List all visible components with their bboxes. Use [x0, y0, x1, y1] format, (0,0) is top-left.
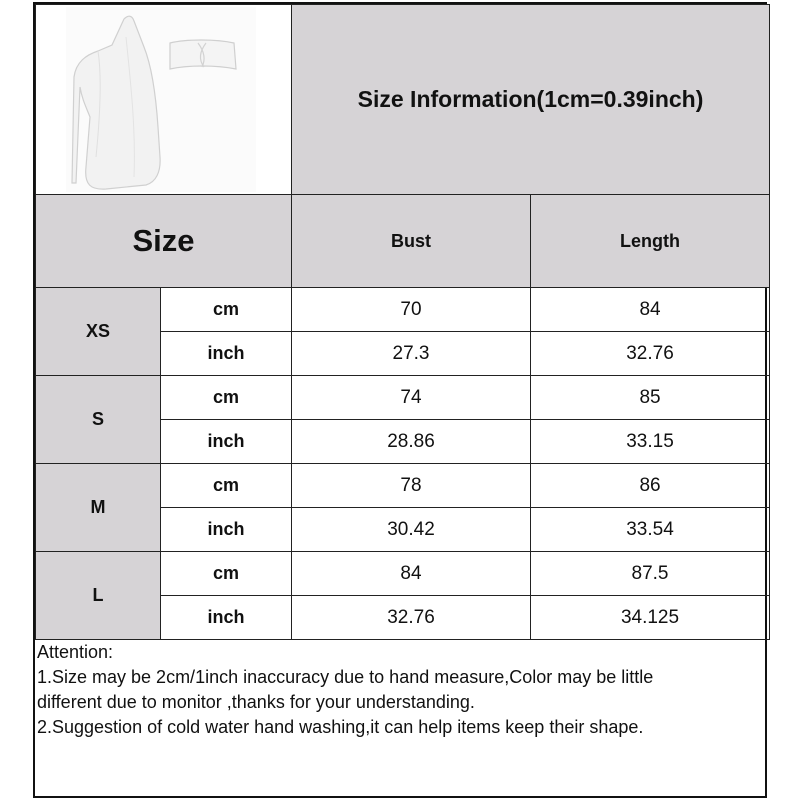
size-column-header: Size: [36, 195, 292, 288]
length-value: 33.54: [531, 508, 770, 552]
note-line-2: 2.Suggestion of cold water hand washing,it can help items keep their shape.: [37, 717, 644, 737]
bust-value: 78: [292, 464, 531, 508]
size-label: L: [36, 552, 161, 640]
length-column-header: Length: [531, 195, 770, 288]
bust-value: 27.3: [292, 332, 531, 376]
note-line-1b: different due to monitor ,thanks for your understanding.: [37, 692, 475, 712]
length-value: 34.125: [531, 596, 770, 640]
size-label: S: [36, 376, 161, 464]
length-value: 84: [531, 288, 770, 332]
unit-label: inch: [161, 332, 292, 376]
size-table: [35, 4, 770, 640]
bust-value: 28.86: [292, 420, 531, 464]
unit-label: cm: [161, 464, 292, 508]
size-label: XS: [36, 288, 161, 376]
unit-label: inch: [161, 508, 292, 552]
size-chart-sheet: [33, 2, 767, 798]
unit-label: cm: [161, 552, 292, 596]
attention-heading: Attention:: [37, 642, 114, 662]
product-photo-cell: [36, 5, 292, 195]
length-value: 86: [531, 464, 770, 508]
unit-label: inch: [161, 420, 292, 464]
unit-label: cm: [161, 288, 292, 332]
size-info-title: Size Information(1cm=0.39inch): [292, 5, 770, 195]
unit-label: inch: [161, 596, 292, 640]
size-label: M: [36, 464, 161, 552]
bust-value: 84: [292, 552, 531, 596]
table-row: [36, 288, 770, 332]
product-photo: [66, 7, 256, 192]
bust-value: 74: [292, 376, 531, 420]
length-value: 85: [531, 376, 770, 420]
product-image-icon: [66, 7, 256, 192]
bust-column-header: Bust: [292, 195, 531, 288]
attention-notes: [37, 640, 763, 740]
table-row: [36, 552, 770, 596]
length-value: 87.5: [531, 552, 770, 596]
unit-label: cm: [161, 376, 292, 420]
bust-value: 30.42: [292, 508, 531, 552]
bust-value: 32.76: [292, 596, 531, 640]
table-row: [36, 376, 770, 420]
bust-value: 70: [292, 288, 531, 332]
note-line-1a: 1.Size may be 2cm/1inch inaccuracy due to hand measure,Color may be little: [37, 667, 654, 687]
length-value: 33.15: [531, 420, 770, 464]
length-value: 32.76: [531, 332, 770, 376]
table-row: [36, 464, 770, 508]
